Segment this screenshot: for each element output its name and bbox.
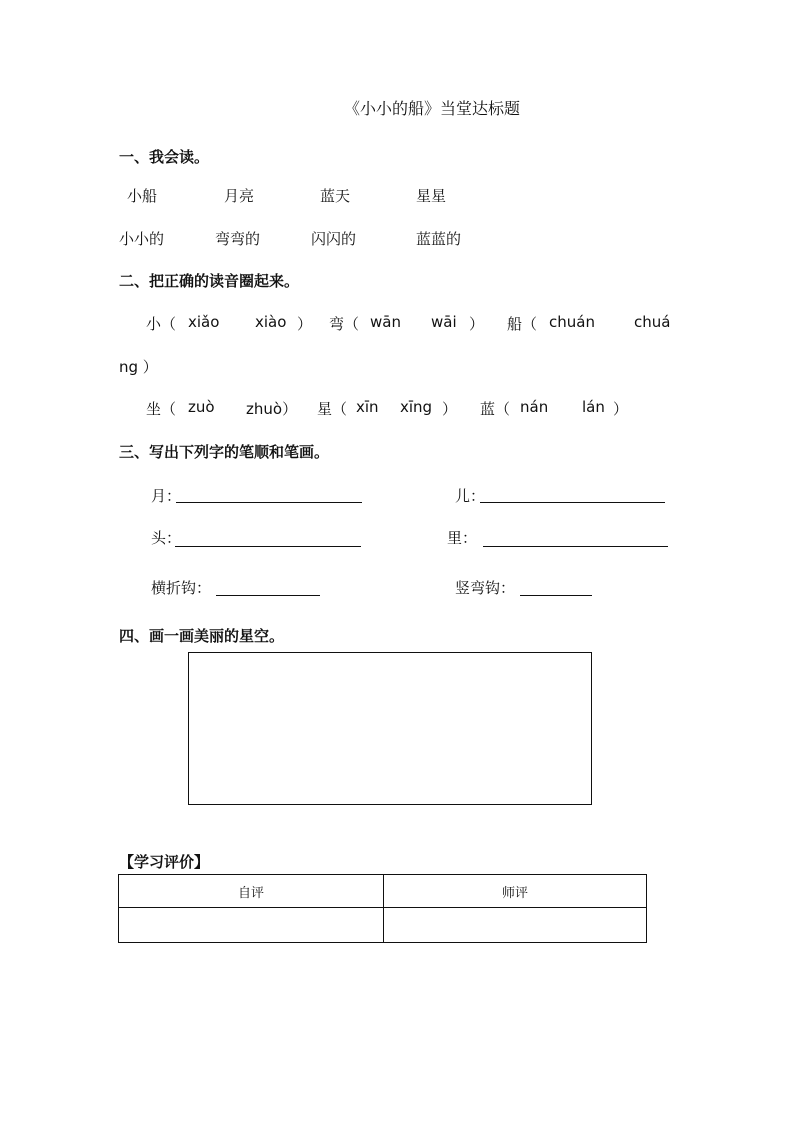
pinyin-option[interactable]: chuá xyxy=(634,313,671,331)
self-eval-cell[interactable] xyxy=(119,908,384,943)
paren-close: ） xyxy=(442,400,458,418)
pinyin-option[interactable]: nán xyxy=(520,398,549,416)
stroke-label-li: 里： xyxy=(447,529,478,547)
answer-line-tou[interactable] xyxy=(175,546,361,547)
char-wan: 弯（ xyxy=(329,315,360,333)
stroke-label-yue: 月： xyxy=(151,487,182,505)
word-1-4: 星星 xyxy=(416,187,447,205)
answer-line-hengzhegou[interactable] xyxy=(216,595,320,596)
word-1-2: 月亮 xyxy=(224,187,255,205)
paren-close: ） xyxy=(297,315,313,333)
teacher-eval-header: 师评 xyxy=(384,875,647,908)
char-xiao: 小（ xyxy=(146,315,177,333)
word-2-3: 闪闪的 xyxy=(311,230,357,248)
answer-line-li[interactable] xyxy=(483,546,668,547)
section1-heading: 一、我会读。 xyxy=(119,148,210,166)
stroke-label-tou: 头： xyxy=(151,529,182,547)
pinyin-option[interactable]: xīn xyxy=(356,398,379,416)
word-1-3: 蓝天 xyxy=(320,187,351,205)
page-title: 《小小的船》当堂达标题 xyxy=(343,99,520,118)
evaluation-heading: 【学习评价】 xyxy=(119,853,210,871)
pinyin-option[interactable]: chuán xyxy=(549,313,595,331)
self-eval-header: 自评 xyxy=(119,875,384,908)
stroke-label-hengzhegou: 横折钩： xyxy=(151,579,212,597)
stroke-label-er: 儿： xyxy=(455,487,486,505)
evaluation-table xyxy=(118,874,647,943)
word-2-4: 蓝蓝的 xyxy=(416,230,462,248)
pinyin-option[interactable]: zhuò） xyxy=(246,400,298,418)
paren-close: ） xyxy=(469,315,485,333)
drawing-box[interactable] xyxy=(188,652,592,805)
char-chuan: 船（ xyxy=(507,315,538,333)
section2-heading: 二、把正确的读音圈起来。 xyxy=(119,272,300,290)
pinyin-option[interactable]: lán xyxy=(582,398,605,416)
pinyin-option[interactable]: wāi xyxy=(431,313,457,331)
word-1-1: 小船 xyxy=(127,187,158,205)
teacher-eval-cell[interactable] xyxy=(384,908,647,943)
paren-close: ） xyxy=(613,400,629,418)
word-2-2: 弯弯的 xyxy=(215,230,261,248)
stroke-label-shuwangou: 竖弯钩： xyxy=(455,579,516,597)
pinyin-option[interactable]: xiào xyxy=(255,313,287,331)
section4-heading: 四、画一画美丽的星空。 xyxy=(119,627,285,645)
answer-line-shuwangou[interactable] xyxy=(520,595,592,596)
pinyin-option[interactable]: zuò xyxy=(188,398,215,416)
char-xing: 星（ xyxy=(317,400,348,418)
char-lan: 蓝（ xyxy=(480,400,511,418)
pinyin-option[interactable]: wān xyxy=(370,313,401,331)
pinyin-option[interactable]: xiǎo xyxy=(188,313,220,331)
char-zuo: 坐（ xyxy=(146,400,177,418)
word-2-1: 小小的 xyxy=(119,230,165,248)
answer-line-er[interactable] xyxy=(480,502,665,503)
pinyin-option[interactable]: xīng xyxy=(400,398,433,416)
pinyin-continuation: ng ） xyxy=(119,358,158,376)
section3-heading: 三、写出下列字的笔顺和笔画。 xyxy=(119,443,330,461)
answer-line-yue[interactable] xyxy=(176,502,362,503)
